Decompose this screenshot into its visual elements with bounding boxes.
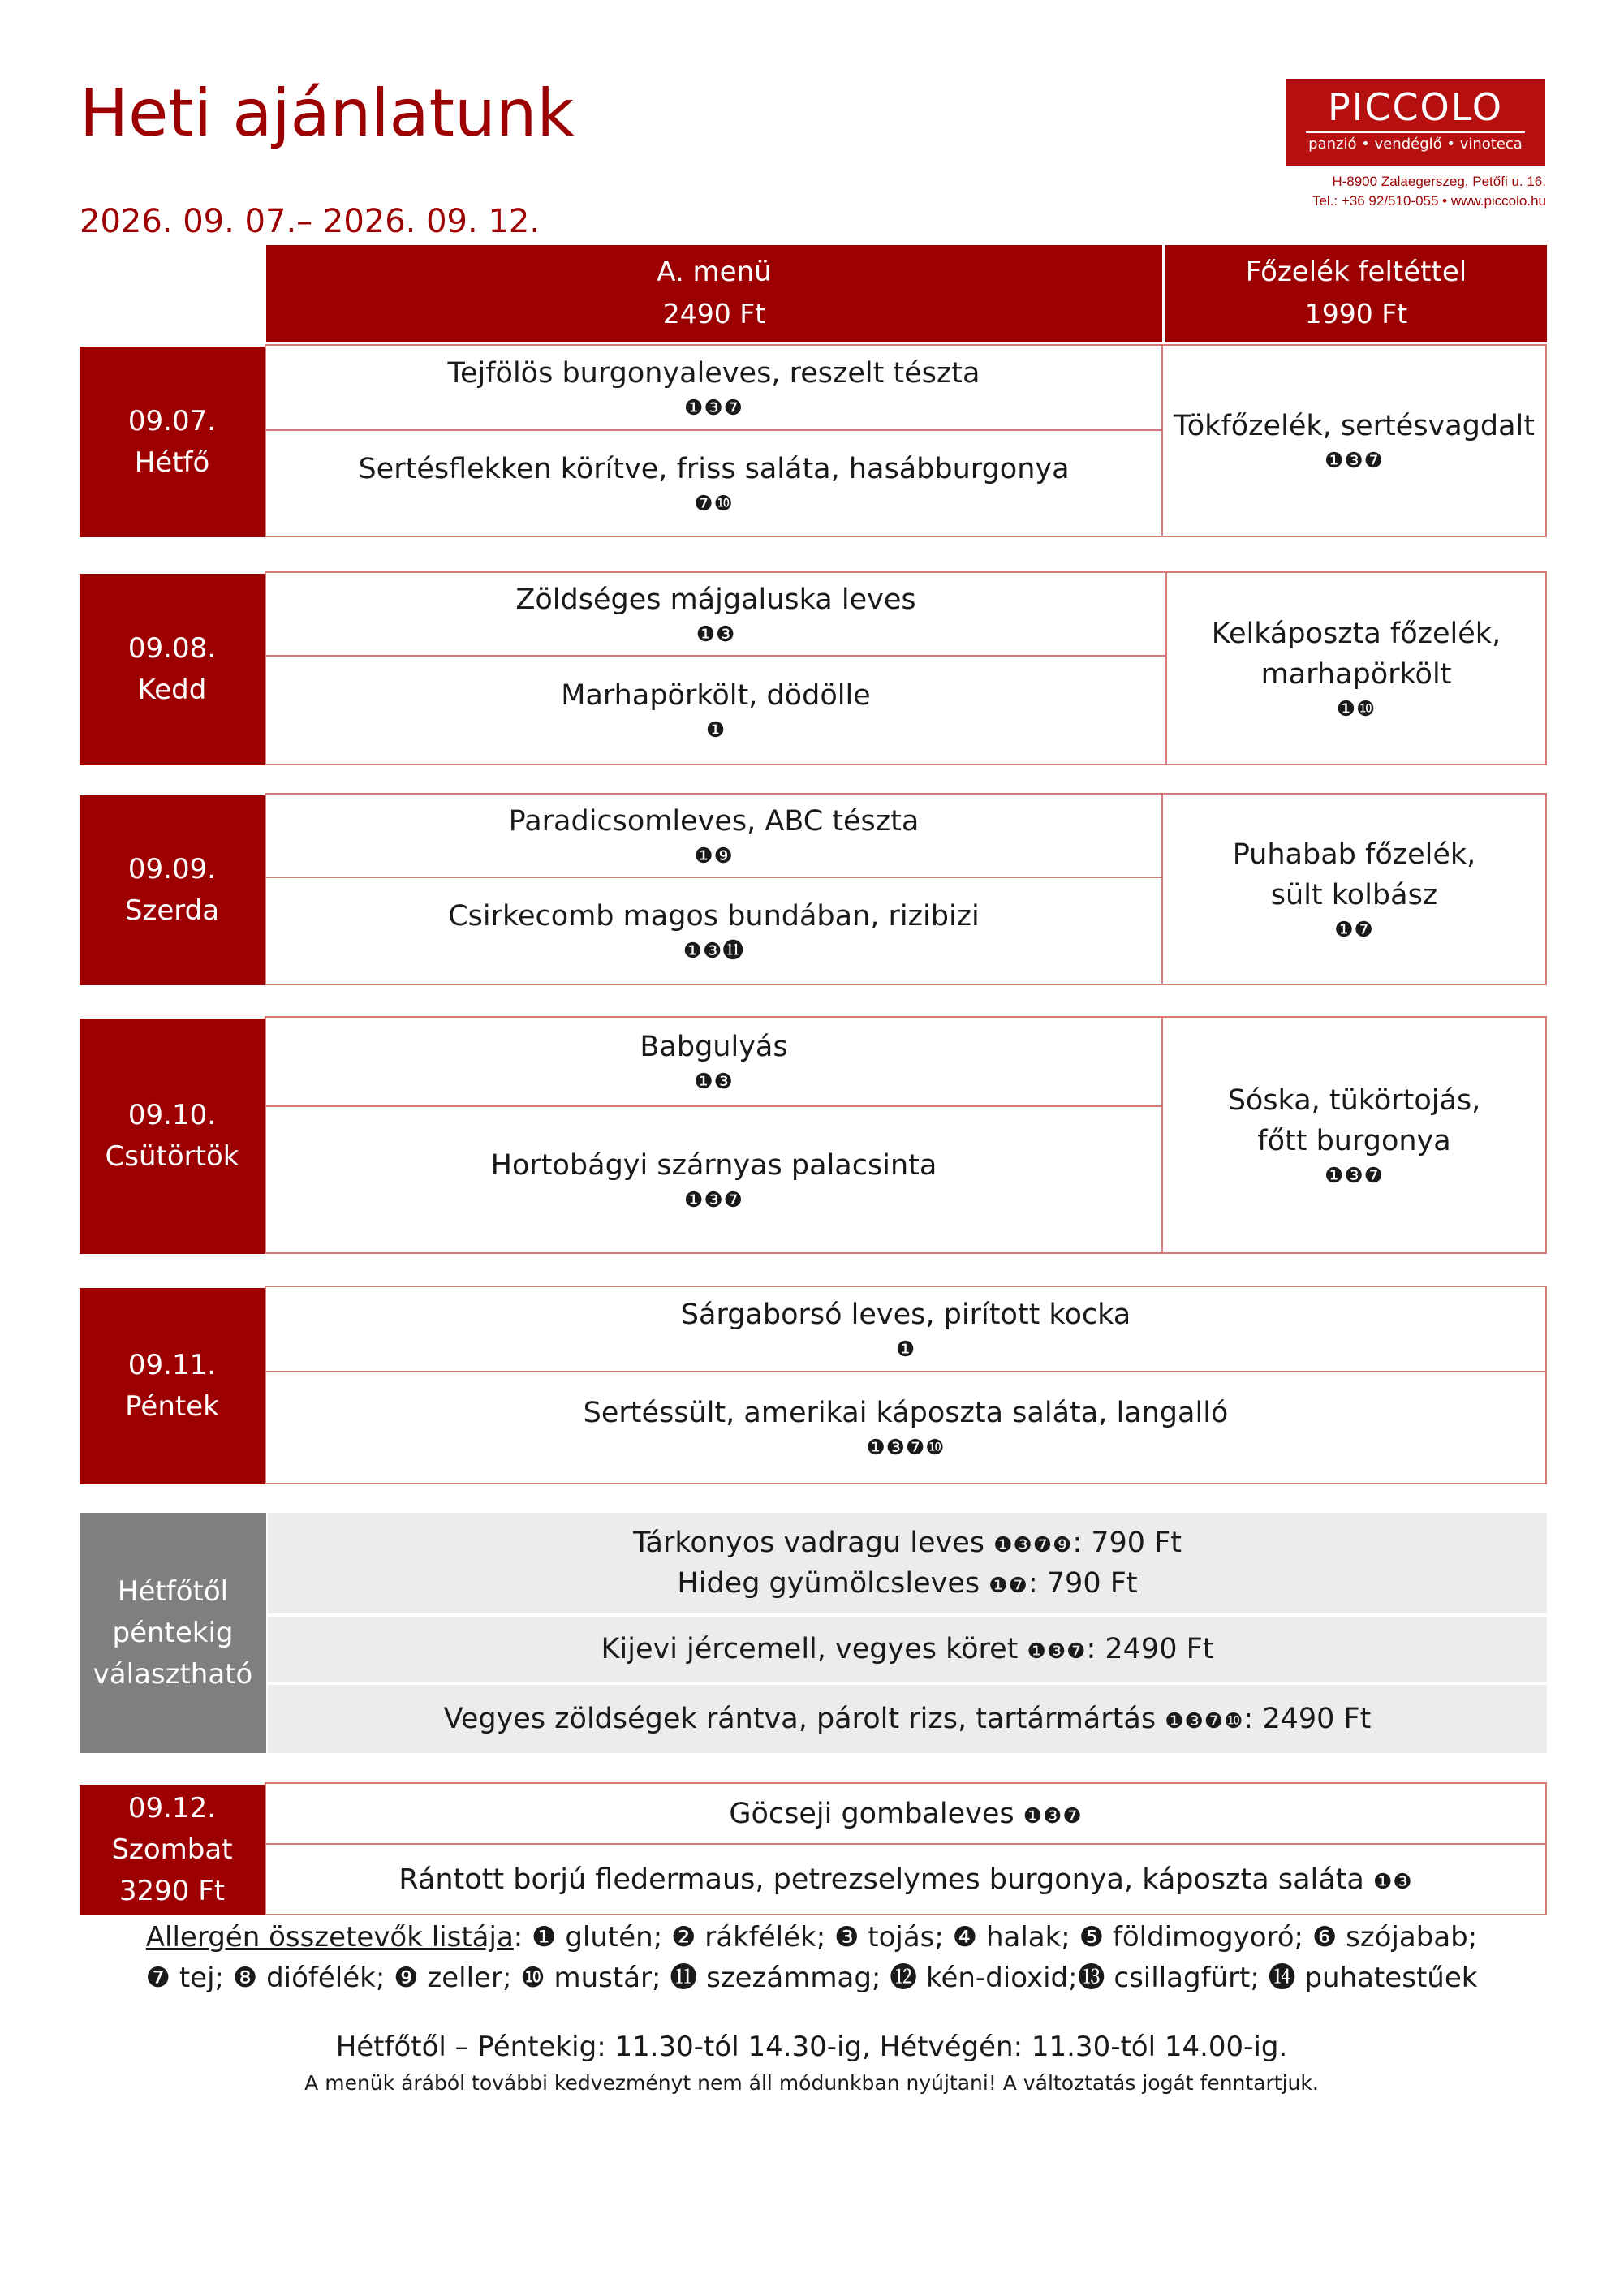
day-name: Csütörtök (105, 1140, 239, 1173)
item-price: : 790 Ft (1027, 1567, 1138, 1600)
soup-cell (266, 573, 1165, 655)
weekly-main-2-cell (268, 1685, 1547, 1753)
allergen-icons: ❶❸ (696, 622, 736, 647)
date-range: 2026. 09. 07.– 2026. 09. 12. (80, 203, 541, 240)
day-name: Szerda (124, 894, 220, 927)
item-name: Tárkonyos vadragu leves (632, 1527, 994, 1559)
allergen-legend-title: Allergén összetevők listája (145, 1921, 514, 1954)
day-date: 09.10. (127, 1099, 217, 1131)
main-cell (266, 1845, 1545, 1914)
fozelek-name: Tökfőzelék, sertésvagdalt (1173, 410, 1536, 442)
day-date: 09.09. (127, 853, 217, 885)
fozelek-name-2: főtt burgonya (1257, 1124, 1451, 1157)
allergen-icons: ❶ (705, 718, 726, 743)
fozelek-name: Kelkáposzta főzelék, (1211, 617, 1501, 650)
weekly-label-line-3: választható (93, 1657, 253, 1691)
contact: Tel.: +36 92/510-055 • www.piccolo.hu (1312, 193, 1546, 209)
allergen-icons: ❶❼ (989, 1574, 1028, 1598)
weekly-item-1 (633, 1523, 1182, 1563)
soup-name: Sárgaborsó leves, pirított kocka (680, 1298, 1131, 1331)
soup-name: Paradicsomleves, ABC tészta (508, 804, 920, 838)
logo-divider (1306, 131, 1525, 133)
allergen-legend-line-2: ❼ tej; ❽ diófélék; ❾ zeller; ❿ mustár; ⓫ szezámmag; ⓬ kén-dioxid;⓭ csillagfürt; ⓮ puhatestűek (145, 1962, 1478, 1994)
allergen-icons: ❶❸❼ (684, 395, 743, 420)
soup-cell (266, 1018, 1161, 1105)
a-menu-price: 2490 Ft (662, 298, 766, 330)
allergen-icons: ❶❸❼ (1027, 1639, 1087, 1664)
main-name: Csirkecomb magos bundában, rizibizi (448, 900, 980, 933)
day-name: Kedd (137, 674, 207, 706)
main-line (398, 1859, 1412, 1900)
soup-cell (266, 346, 1161, 429)
item-name: Hideg gyümölcsleves (677, 1567, 989, 1600)
day-date: 09.08. (127, 632, 217, 665)
allergen-icons: ❶❸❼❿ (1165, 1709, 1244, 1734)
allergen-icons: ❼❿ (694, 491, 734, 516)
soup-cell (266, 1287, 1545, 1371)
day-price: 3290 Ft (118, 1875, 226, 1907)
day-name: Hétfő (134, 446, 210, 479)
main-cell (266, 1107, 1161, 1252)
main-cell (266, 878, 1161, 984)
item-price: : 2490 Ft (1243, 1703, 1372, 1735)
day-label-saturday (80, 1785, 265, 1915)
soup-cell (266, 1784, 1545, 1843)
day-label-friday (80, 1288, 265, 1484)
allergen-legend-line-1 (81, 1917, 1542, 1958)
day-label-monday (80, 347, 265, 537)
day-date: 09.11. (127, 1349, 217, 1381)
main-cell (266, 1372, 1545, 1483)
allergen-icons: ❶❸❼❿ (866, 1436, 946, 1460)
weekly-label-line-1: Hétfőtől (117, 1574, 229, 1608)
main-name: Sertésflekken körítve, friss saláta, hasábburgonya (358, 452, 1070, 485)
day-label-wednesday (80, 795, 265, 985)
fozelek-price: 1990 Ft (1304, 298, 1408, 330)
a-menu-name: A. menü (657, 256, 772, 288)
logo-tagline: panzió • vendéglő • vinoteca (1308, 136, 1523, 153)
day-date: 09.12. (127, 1792, 217, 1824)
fozelek-name: Főzelék feltéttel (1245, 256, 1467, 288)
item-price: : 790 Ft (1072, 1527, 1182, 1559)
day-name: Szombat (111, 1833, 233, 1866)
item-name: Kijevi jércemell, vegyes köret (601, 1633, 1027, 1665)
soup-name: Göcseji gombaleves (729, 1797, 1023, 1830)
page-title: Heti ajánlatunk (80, 75, 575, 151)
allergen-legend-items: : ❶ glutén; ❷ rákfélék; ❸ tojás; ❹ halak; ❺ földimogyoró; ❻ szójabab; (513, 1921, 1478, 1954)
opening-hours: Hétfőtől – Péntekig: 11.30-tól 14.30-ig, Hétvégén: 11.30-tól 14.00-ig. (335, 2031, 1288, 2063)
main-cell (266, 431, 1161, 536)
soup-line (729, 1794, 1082, 1834)
allergen-icons: ❶❿ (1336, 696, 1376, 722)
logo (1286, 79, 1545, 166)
allergen-icons: ❶❾ (694, 843, 734, 868)
fozelek-cell (1163, 1018, 1545, 1252)
day-label-thursday (80, 1019, 265, 1254)
header-fozelek (1165, 245, 1547, 342)
address: H-8900 Zalaegerszeg, Petőfi u. 16. (1332, 174, 1546, 189)
item-name: Vegyes zöldségek rántva, párolt rizs, tartármártás (443, 1703, 1165, 1735)
allergen-icons: ❶❸❼ (1325, 449, 1384, 473)
main-name: Rántott borjú fledermaus, petrezselymes burgonya, káposzta saláta (398, 1863, 1373, 1896)
main-name: Hortobágyi szárnyas palacsinta (490, 1148, 937, 1182)
allergen-icons: ❶❼ (1334, 917, 1374, 942)
allergen-icons: ❶❸❼ (1023, 1803, 1083, 1829)
weekly-label (80, 1513, 266, 1753)
allergen-icons: ❶❸❼ (1325, 1163, 1384, 1188)
allergen-icons: ❶❸❼❾ (993, 1533, 1073, 1557)
soup-name: Babgulyás (640, 1031, 788, 1063)
fozelek-cell (1167, 573, 1545, 764)
day-name: Péntek (125, 1390, 219, 1423)
fozelek-name-2: sült kolbász (1270, 878, 1438, 911)
item-price: : 2490 Ft (1086, 1633, 1214, 1665)
fozelek-name: Puhabab főzelék, (1232, 838, 1476, 871)
header-a-menu (266, 245, 1162, 342)
allergen-icons: ❶ (895, 1337, 916, 1362)
fozelek-name-2: marhapörkölt (1260, 657, 1452, 691)
fozelek-cell (1163, 795, 1545, 984)
fozelek-cell (1163, 346, 1545, 536)
fozelek-name: Sóska, tükörtojás, (1227, 1083, 1481, 1117)
soup-name: Tejfölös burgonyaleves, reszelt tészta (447, 356, 980, 390)
main-cell (266, 657, 1165, 764)
day-label-tuesday (80, 574, 265, 765)
disclaimer-note: A menük árából további kedvezményt nem áll módunkban nyújtani! A változtatás jogát fenntartjuk. (304, 2071, 1319, 2095)
logo-name: PICCOLO (1328, 85, 1503, 129)
weekly-item-2 (677, 1563, 1137, 1604)
weekly-item-4 (444, 1699, 1372, 1739)
allergen-icons: ❶❸⓫ (683, 939, 745, 963)
weekly-item-3 (601, 1629, 1214, 1669)
soup-cell (266, 795, 1161, 877)
allergen-icons: ❶❸ (1373, 1869, 1413, 1894)
main-name: Sertéssült, amerikai káposzta saláta, langalló (583, 1397, 1229, 1429)
allergen-icons: ❶❸ (694, 1070, 734, 1094)
allergen-icons: ❶❸❼ (684, 1187, 743, 1213)
main-name: Marhapörkölt, dödölle (561, 679, 871, 712)
weekly-soups-cell (268, 1513, 1547, 1613)
day-date: 09.07. (127, 404, 217, 437)
soup-name: Zöldséges májgaluska leves (515, 583, 916, 616)
weekly-label-line-2: péntekig (112, 1616, 234, 1649)
weekly-main-1-cell (268, 1617, 1547, 1682)
